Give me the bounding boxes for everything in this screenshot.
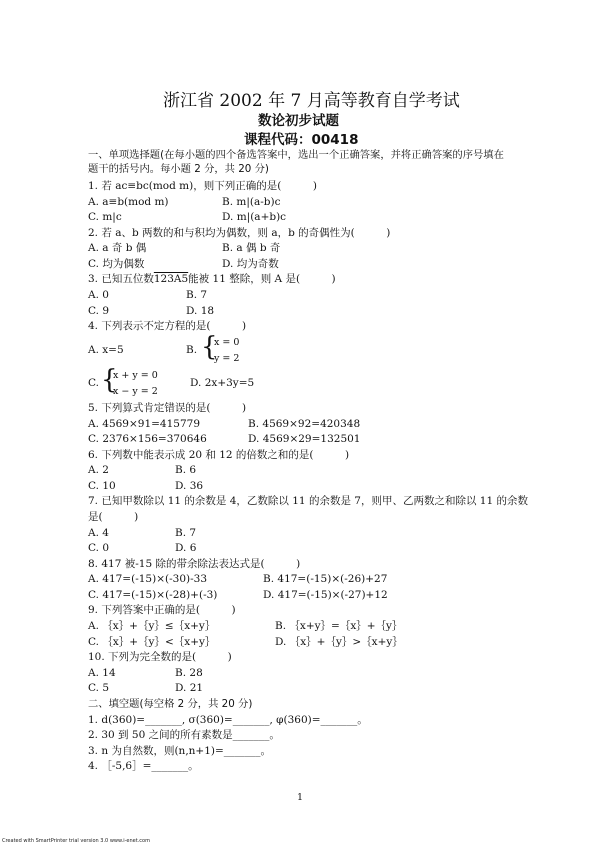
q6-option-c: C. 10 bbox=[88, 480, 116, 492]
q1-option-b: B. m|(a-b)c bbox=[222, 196, 281, 208]
q5-option-b: B. 4569×92=420348 bbox=[248, 418, 361, 430]
q3-option-c: C. 9 bbox=[88, 305, 110, 317]
q4-c-eq1: x + y = 0 bbox=[113, 370, 158, 381]
q2-option-b: B. a 偶 b 奇 bbox=[222, 242, 281, 254]
q9-stem: 9. 下列答案中正确的是( ) bbox=[88, 604, 236, 616]
q4-b-brace: { bbox=[201, 332, 218, 362]
q9-option-a: A. ｛x｝+｛y｝≤｛x+y｝ bbox=[88, 620, 216, 632]
q9-option-b: B. ｛x+y｝=｛x｝+｛y｝ bbox=[275, 620, 403, 632]
q4-option-a: A. x=5 bbox=[88, 344, 124, 356]
q3-number-overlined: 123A5 bbox=[153, 273, 189, 285]
q7-option-b: B. 7 bbox=[175, 527, 197, 539]
q1-option-a: A. a≡b(mod m) bbox=[88, 196, 169, 208]
exam-title: 浙江省 2002 年 7 月高等教育自学考试 bbox=[163, 91, 460, 111]
q6-option-d: D. 36 bbox=[175, 480, 204, 492]
q9-option-d: D. ｛x｝+｛y｝>｛x+y｝ bbox=[275, 636, 403, 648]
q10-option-d: D. 21 bbox=[175, 682, 204, 694]
q8-option-d: D. 417=(-15)×(-27)+12 bbox=[263, 589, 388, 601]
q10-option-b: B. 28 bbox=[175, 667, 203, 679]
section1-title: 一、单项选择题(在每小题的四个备选答案中，选出一个正确答案，并将正确答案的序号填在 bbox=[88, 149, 504, 161]
q6-option-a: A. 2 bbox=[88, 464, 109, 476]
q6-option-b: B. 6 bbox=[175, 464, 197, 476]
fill-q2: 2. 30 到 50 之间的所有素数是_______。 bbox=[88, 729, 280, 741]
section2-title: 二、填空题(每空格 2 分，共 20 分) bbox=[88, 698, 253, 710]
q4-option-b-label: B. bbox=[186, 344, 198, 356]
q3-stem-suffix: 能被 11 整除，则 A 是( ) bbox=[188, 273, 336, 285]
q8-stem: 8. 417 被-15 除的带余除法表达式是( ) bbox=[88, 558, 301, 570]
q1-stem: 1. 若 ac≡bc(mod m)，则下列正确的是( ) bbox=[88, 180, 317, 192]
q8-option-a: A. 417=(-15)×(-30)-33 bbox=[88, 573, 208, 585]
q5-stem: 5. 下列算式肯定错误的是( ) bbox=[88, 402, 247, 414]
q7-option-d: D. 6 bbox=[175, 542, 197, 554]
q7-stem-cont: 是( ) bbox=[88, 511, 139, 523]
q1-option-d: D. m|(a+b)c bbox=[222, 211, 287, 223]
fill-q1: 1. d(360)=_______, σ(360)=_______, φ(360)=_______。 bbox=[88, 714, 368, 726]
q2-option-a: A. a 奇 b 偶 bbox=[88, 242, 147, 254]
q2-stem: 2. 若 a、b 两数的和与积均为偶数，则 a，b 的奇偶性为( ) bbox=[88, 227, 391, 239]
course-code: 课程代码：00418 bbox=[244, 132, 359, 148]
q4-option-d: D. 2x+3y=5 bbox=[190, 377, 255, 389]
q8-option-c: C. 417=(-15)×(-28)+(-3) bbox=[88, 589, 218, 601]
q1-option-c: C. m|c bbox=[88, 211, 122, 223]
q7-option-c: C. 0 bbox=[88, 542, 110, 554]
q4-c-eq2: x − y = 2 bbox=[113, 386, 158, 397]
q3-option-b: B. 7 bbox=[186, 289, 208, 301]
q7-option-a: A. 4 bbox=[88, 527, 109, 539]
q8-option-b: B. 417=(-15)×(-26)+27 bbox=[263, 573, 388, 585]
q2-option-c: C. 均为偶数 bbox=[88, 258, 145, 270]
q3-option-d: D. 18 bbox=[186, 305, 215, 317]
q2-option-d: D. 均为奇数 bbox=[222, 258, 279, 270]
q7-stem: 7. 已知甲数除以 11 的余数是 4，乙数除以 11 的余数是 7，则甲、乙两数之和除以 11 的余数 bbox=[88, 495, 528, 507]
q5-option-d: D. 4569×29=132501 bbox=[248, 433, 361, 445]
q4-b-eq2: y = 2 bbox=[214, 353, 240, 364]
fill-q3: 3. n 为自然数，则(n,n+1)=_______。 bbox=[88, 745, 272, 757]
section1-title-cont: 题干的括号内。每小题 2 分，共 20 分) bbox=[88, 163, 269, 175]
q3-stem-prefix: 3. 已知五位数 bbox=[88, 273, 154, 285]
q3-option-a: A. 0 bbox=[88, 289, 109, 301]
q6-stem: 6. 下列数中能表示成 20 和 12 的倍数之和的是( ) bbox=[88, 449, 350, 461]
printer-watermark: Created with SmartPrinter trial version 3.0 www.i-enet.com bbox=[2, 838, 150, 844]
q5-option-c: C. 2376×156=370646 bbox=[88, 433, 207, 445]
q4-option-c-label: C. bbox=[88, 377, 99, 389]
exam-subject: 数论初步试题 bbox=[258, 113, 339, 129]
q9-option-c: C. ｛x｝+｛y｝<｛x+y｝ bbox=[88, 636, 216, 648]
q4-c-brace: { bbox=[101, 365, 118, 395]
page-number: 1 bbox=[297, 792, 304, 803]
q10-option-c: C. 5 bbox=[88, 682, 110, 694]
q5-option-a: A. 4569×91=415779 bbox=[88, 418, 201, 430]
q4-stem: 4. 下列表示不定方程的是( ) bbox=[88, 320, 247, 332]
fill-q4: 4. ［-5,6］=_______。 bbox=[88, 760, 199, 772]
q4-b-eq1: x = 0 bbox=[214, 337, 240, 348]
q3-stem bbox=[88, 273, 336, 286]
q10-option-a: A. 14 bbox=[88, 667, 116, 679]
q10-stem: 10. 下列为完全数的是( ) bbox=[88, 651, 232, 663]
